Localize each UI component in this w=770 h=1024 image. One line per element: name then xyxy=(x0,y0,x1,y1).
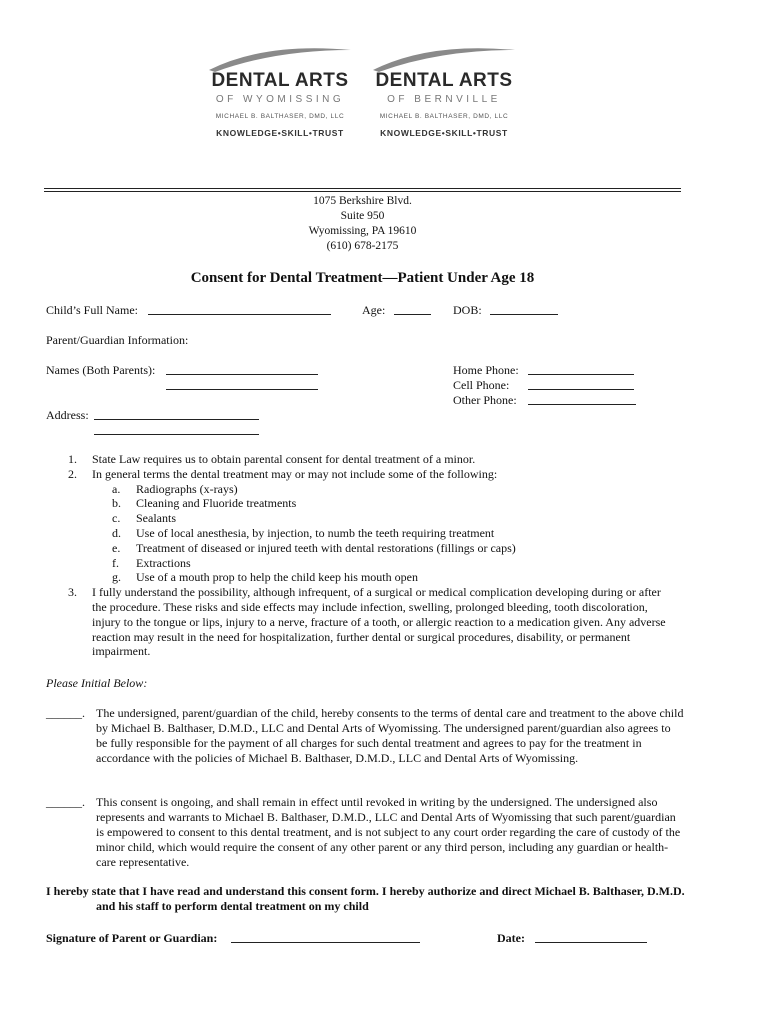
consent-text-2: This consent is ongoing, and shall remain in effect until revoked in writing by the undersigned. The undersigned also represents and warrants to Michael B. Balthaser, D.M.D., LLC and Dental Arts of Wyomissing that such parent/guardian is empowered to consent to this dental treatment, and is not subject to any court order regarding the care of custody of the minor child, which would require the consent of any other parent or any third person, including any guardian or health-care representative. xyxy=(96,795,681,869)
home-phone-field[interactable] xyxy=(528,362,634,375)
sub-item-letter: b. xyxy=(112,496,121,511)
age-label: Age: xyxy=(362,303,386,317)
logo-owner: MICHAEL B. BALTHASER, DMD, LLC xyxy=(379,113,509,120)
logo-owner: MICHAEL B. BALTHASER, DMD, LLC xyxy=(215,113,345,120)
sub-item-text: Extractions xyxy=(136,555,191,570)
address-suite: Suite 950 xyxy=(340,210,385,222)
divider-bottom xyxy=(44,191,681,192)
logo-title: DENTAL ARTS xyxy=(375,70,513,91)
sub-item-text: Sealants xyxy=(136,511,176,526)
address-city: Wyomissing, PA 19610 xyxy=(308,225,417,237)
consent-text-1: The undersigned, parent/guardian of the child, hereby consents to the terms of dental care and treatment to the above child by Michael B. Balthaser, D.M.D., LLC and Dental Arts of Wyomissing. The undersigned parent/guardian also agrees to be fully responsible for the payment of all charges for such dental treatment and agrees to pay for the treatment in accordance with the policies of Michael B. Balthaser, D.M.D., LLC and Dental Arts of Wyomissing. xyxy=(96,706,684,765)
sub-item-letter: e. xyxy=(112,540,121,555)
form-title: Consent for Dental Treatment—Patient Under Age 18 xyxy=(190,270,535,286)
address-label: Address: xyxy=(46,408,89,422)
initial-instruction: Please Initial Below: xyxy=(46,676,148,690)
cell-phone-label: Cell Phone: xyxy=(453,378,510,392)
sub-item-letter: g. xyxy=(112,570,121,585)
parent-name-field-1[interactable] xyxy=(166,362,318,375)
dob-label: DOB: xyxy=(453,303,482,317)
address-field-2[interactable] xyxy=(94,422,259,435)
sub-list-item xyxy=(0,482,700,497)
swoosh-icon xyxy=(369,40,519,74)
sub-item-letter: f. xyxy=(112,555,119,570)
dob-field[interactable] xyxy=(490,302,558,315)
list-item xyxy=(0,452,700,467)
logo-subtitle: OF BERNVILLE xyxy=(387,94,501,105)
consent-paragraph-1 xyxy=(46,706,684,766)
other-phone-label: Other Phone: xyxy=(453,393,517,407)
signature-field[interactable] xyxy=(231,930,420,943)
sub-list-item xyxy=(0,541,700,556)
sub-item-text: Treatment of diseased or injured teeth with dental restorations (fillings or caps) xyxy=(136,540,516,555)
sub-list-item xyxy=(0,511,700,526)
practice-address xyxy=(0,194,725,254)
list-item xyxy=(0,585,667,659)
list-item-number: 1. xyxy=(68,452,77,466)
date-field[interactable] xyxy=(535,930,647,943)
authorization-statement xyxy=(46,884,686,914)
sub-list-item xyxy=(0,496,700,511)
sub-item-letter: c. xyxy=(112,511,121,526)
logo-tagline: KNOWLEDGE•SKILL•TRUST xyxy=(380,128,508,138)
initial-field-1[interactable]: ______. xyxy=(46,706,85,720)
home-phone-label: Home Phone: xyxy=(453,363,519,377)
logo-wyomissing xyxy=(200,40,360,138)
sub-list-item xyxy=(0,556,700,571)
divider-top xyxy=(44,188,681,189)
initial-field-2[interactable]: ______. xyxy=(46,795,85,809)
swoosh-icon xyxy=(205,40,355,74)
signature-label: Signature of Parent or Guardian: xyxy=(46,931,218,945)
list-item-text: I fully understand the possibility, although infrequent, of a surgical or medical complication developing during or after the procedure. These risks and side effects may include infection, swelling, prolonged bleeding, tooth discoloration, injury to the tongue or lips, injury to a nerve, fracture of a tooth, or allergic reaction to a medication given. Any adverse reaction may result in the need for hospitalization, further dental or surgical procedures, disability, or permanent impairment. xyxy=(92,585,666,659)
sub-item-text: Radiographs (x-rays) xyxy=(136,481,238,496)
list-item xyxy=(0,467,700,482)
parent-name-field-2[interactable] xyxy=(166,377,318,390)
list-item-number: 2. xyxy=(68,466,77,481)
other-phone-field[interactable] xyxy=(528,392,636,405)
date-label: Date: xyxy=(497,931,525,945)
parent-names-label: Names (Both Parents): xyxy=(46,363,156,377)
address-street: 1075 Berkshire Blvd. xyxy=(313,195,412,207)
consent-paragraph-2 xyxy=(46,795,684,870)
logo-bernville xyxy=(364,40,524,138)
sub-list-item xyxy=(0,570,700,585)
consent-terms-list xyxy=(0,452,700,659)
logo-subtitle: OF WYOMISSING xyxy=(215,94,345,105)
address-phone: (610) 678-2175 xyxy=(326,240,399,252)
age-field[interactable] xyxy=(394,302,431,315)
logo-tagline: KNOWLEDGE•SKILL•TRUST xyxy=(216,128,344,138)
sub-item-letter: a. xyxy=(112,481,121,496)
child-name-label: Child’s Full Name: xyxy=(46,303,139,317)
cell-phone-field[interactable] xyxy=(528,377,634,390)
sub-item-letter: d. xyxy=(112,525,121,540)
sub-item-text: Use of local anesthesia, by injection, to numb the teeth requiring treatment xyxy=(136,525,495,540)
list-item-number: 3. xyxy=(68,585,77,600)
logo-title: DENTAL ARTS xyxy=(211,70,349,91)
sub-item-text: Use of a mouth prop to help the child keep his mouth open xyxy=(136,570,418,585)
authorization-text: I hereby state that I have read and understand this consent form. I hereby authorize and direct Michael B. Balthaser, D.M.D. and his staff to perform dental treatment on my child xyxy=(46,884,685,913)
sub-item-text: Cleaning and Fluoride treatments xyxy=(136,496,297,511)
guardian-info-heading: Parent/Guardian Information: xyxy=(46,333,189,347)
address-field-1[interactable] xyxy=(94,407,259,420)
list-item-text: In general terms the dental treatment may or may not include some of the following: xyxy=(92,466,498,481)
sub-list-item xyxy=(0,526,700,541)
list-item-text: State Law requires us to obtain parental consent for dental treatment of a minor. xyxy=(92,452,476,466)
child-name-field[interactable] xyxy=(148,302,331,315)
